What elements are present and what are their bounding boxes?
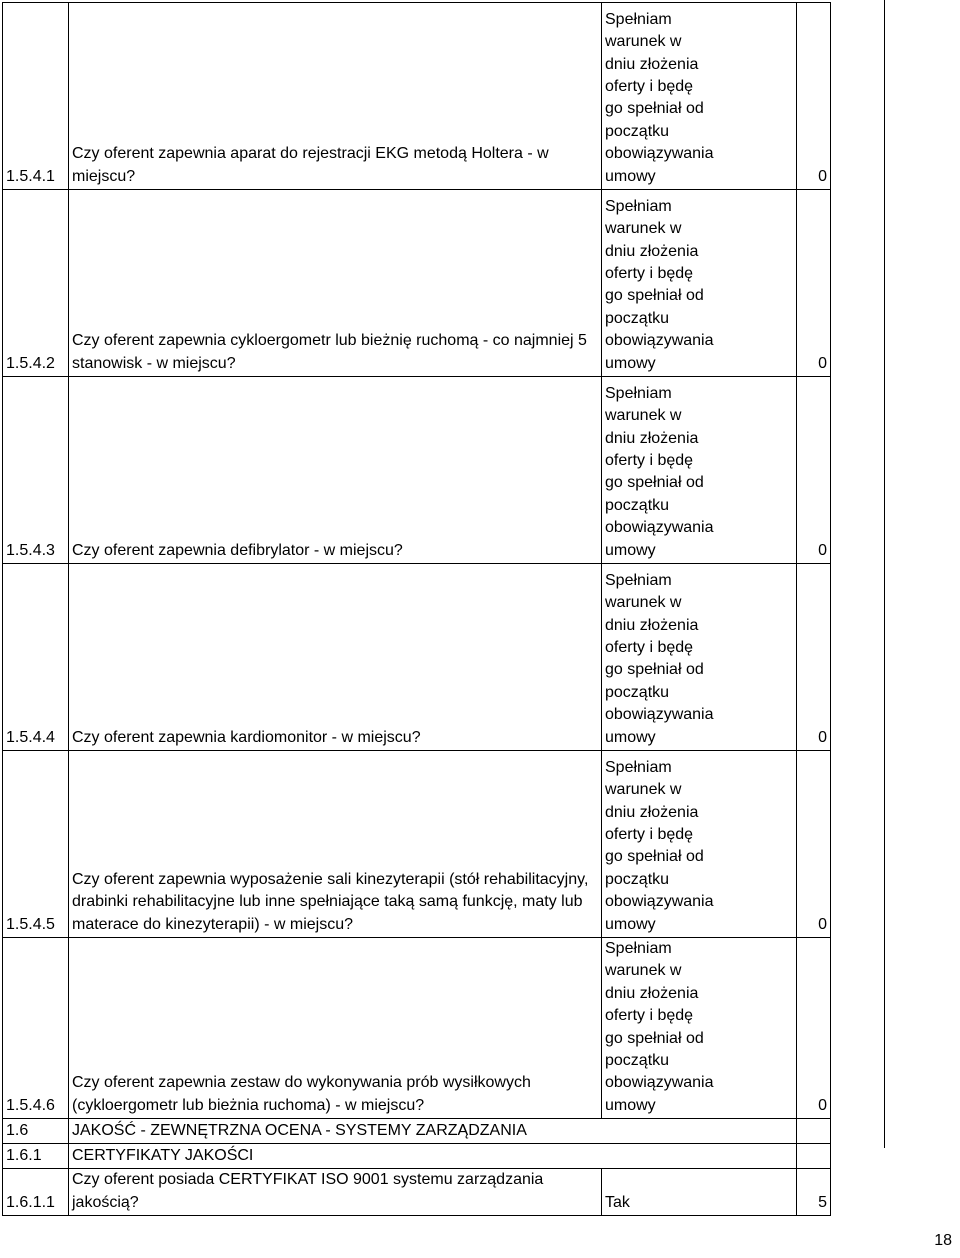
answer-text: Spełniam warunek w dniu złożenia oferty i będę go spełniał od początku obowiązywania umowy [605, 384, 714, 559]
row-answer [602, 751, 797, 938]
row-question: Czy oferent zapewnia kardiomonitor - w miejscu? [69, 564, 602, 751]
row-answer [602, 564, 797, 751]
section-title: JAKOŚĆ - ZEWNĘTRZNA OCENA - SYSTEMY ZARZĄDZANIA [69, 1119, 797, 1144]
answer-text: Spełniam warunek w dniu złożenia oferty i będę go spełniał od początku obowiązywania umowy [605, 940, 714, 1114]
table-row [3, 751, 831, 938]
row-question: Czy oferent zapewnia zestaw do wykonywania prób wysiłkowych (cykloergometr lub bieżnia ruchoma) - w miejscu? [69, 938, 602, 1119]
row-score: 0 [797, 751, 831, 938]
row-answer [602, 3, 797, 190]
answer-text: Spełniam warunek w dniu złożenia oferty i będę go spełniał od początku obowiązywania umowy [605, 571, 714, 746]
right-border-line [884, 0, 885, 1148]
row-number: 1.5.4.6 [3, 938, 69, 1119]
answer-text: Spełniam warunek w dniu złożenia oferty i będę go spełniał od początku obowiązywania umowy [605, 758, 714, 933]
page-number: 18 [934, 1232, 952, 1249]
row-score: 0 [797, 190, 831, 377]
row-score: 0 [797, 564, 831, 751]
row-number: 1.5.4.3 [3, 377, 69, 564]
table-row [3, 190, 831, 377]
criteria-table [2, 2, 831, 1216]
row-number: 1.5.4.1 [3, 3, 69, 190]
row-answer: Tak [602, 1169, 797, 1216]
section-row [3, 1119, 831, 1144]
table-row [3, 3, 831, 190]
table-row [3, 938, 831, 1119]
table-row [3, 1169, 831, 1216]
row-question: Czy oferent zapewnia aparat do rejestracji EKG metodą Holtera - w miejscu? [69, 3, 602, 190]
section-number: 1.6.1 [3, 1144, 69, 1169]
table-row [3, 564, 831, 751]
row-score: 0 [797, 938, 831, 1119]
row-score: 0 [797, 3, 831, 190]
section-score [797, 1144, 831, 1169]
row-question: Czy oferent zapewnia cykloergometr lub bieżnię ruchomą - co najmniej 5 stanowisk - w miejscu? [69, 190, 602, 377]
table-row [3, 377, 831, 564]
section-number: 1.6 [3, 1119, 69, 1144]
row-number: 1.6.1.1 [3, 1169, 69, 1216]
row-number: 1.5.4.2 [3, 190, 69, 377]
row-question: Czy oferent posiada CERTYFIKAT ISO 9001 systemu zarządzania jakością? [69, 1169, 602, 1216]
row-answer [602, 938, 797, 1119]
row-score: 0 [797, 377, 831, 564]
row-answer [602, 377, 797, 564]
section-row [3, 1144, 831, 1169]
section-title: CERTYFIKATY JAKOŚCI [69, 1144, 797, 1169]
row-question: Czy oferent zapewnia defibrylator - w miejscu? [69, 377, 602, 564]
answer-text: Spełniam warunek w dniu złożenia oferty i będę go spełniał od początku obowiązywania umowy [605, 10, 714, 185]
row-question: Czy oferent zapewnia wyposażenie sali kinezyterapii (stół rehabilitacyjny, drabinki rehabilitacyjne lub inne spełniające taką samą funkcję, maty lub materace do kinezyterapii) - w miejscu? [69, 751, 602, 938]
row-number: 1.5.4.4 [3, 564, 69, 751]
section-score [797, 1119, 831, 1144]
row-number: 1.5.4.5 [3, 751, 69, 938]
row-answer [602, 190, 797, 377]
row-score: 5 [797, 1169, 831, 1216]
answer-text: Spełniam warunek w dniu złożenia oferty i będę go spełniał od początku obowiązywania umowy [605, 197, 714, 372]
